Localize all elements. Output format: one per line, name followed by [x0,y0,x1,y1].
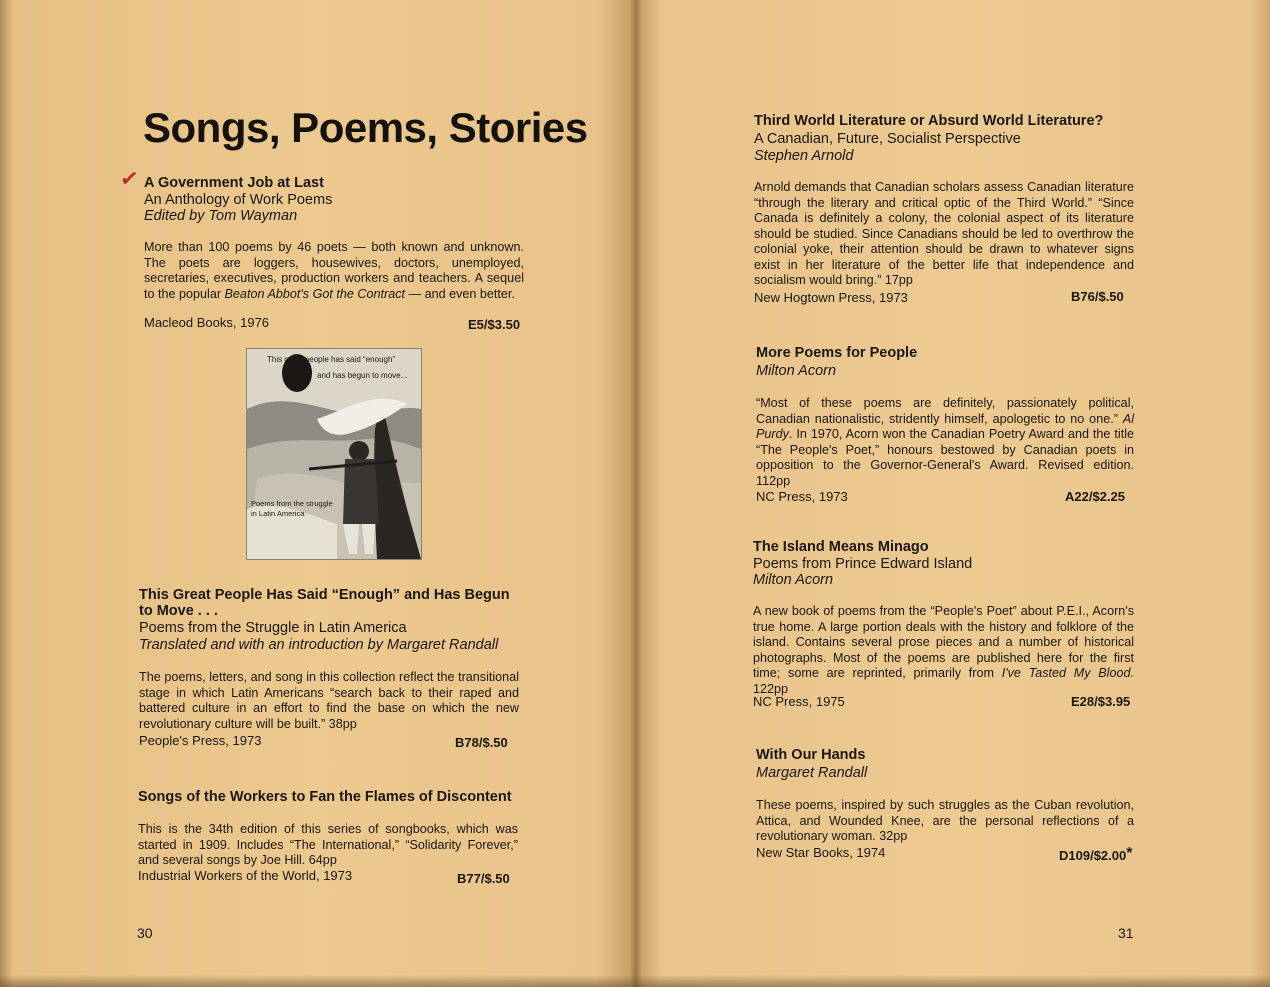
entry-publisher: NC Press, 1973 [756,489,848,504]
figure-caption: This great people has said “enough” [267,355,396,364]
entry-price: B76/$.50 [1071,289,1124,304]
entry-author: Milton Acorn [753,572,834,588]
figure-caption: and has begun to move... [317,371,408,380]
book-gutter [630,0,642,987]
entry-title: With Our Hands [756,747,866,763]
cover-art [247,349,421,559]
entry-subtitle: Poems from Prince Edward Island [753,556,973,572]
figure-caption: Poems from the struggle [251,499,333,508]
entry-price: E28/$3.95 [1071,694,1131,709]
page-bottom-edge [0,975,1270,987]
entry-description: More than 100 poems by 46 poets — both known and unknown. The poets are loggers, housewives, doctors, unemployed, secretaries, executives, production workers and teachers. A sequel to the popular Beaton Abbot's Got the Contract — and even better. [144,240,524,301]
entry-title: The Island Means Minago [753,539,929,555]
entry-price: E5/$3.50 [468,317,521,332]
entry-publisher: New Star Books, 1974 [756,845,886,860]
entry-price: A22/$2.25 [1065,489,1125,504]
entry-author: Stephen Arnold [754,148,854,164]
entry-title: A Government Job at Last [144,175,324,191]
entry-title-continued: to Move . . . [139,603,218,619]
asterisk-mark: * [1126,845,1133,862]
book-cover-illustration [246,348,422,560]
page-number: 30 [137,925,153,941]
entry-description: Arnold demands that Canadian scholars assess Canadian literature “through the literary and critical optic of the Third World.” “Since Canada is definitely a colony, the colonial aspect of its literature should be studied. Since Canadians should be led to overthrow the colonial yoke, their attention should be drawn to whatever signs exist in her literature of the better life that independence and socialism would bring.” 17pp [754,180,1134,287]
entry-publisher: People's Press, 1973 [139,733,262,748]
entry-editor: Translated and with an introduction by Margaret Randall [139,637,499,653]
entry-title: More Poems for People [756,345,918,361]
entry-description: The poems, letters, and song in this collection reflect the transitional stage in which Latin Americans “search back to their raped and battered culture in an effort to find the base on which the new revolutionary culture will be built.” 38pp [139,670,519,731]
entry-price: B77/$.50 [457,871,510,886]
entry-description: “Most of these poems are definitely, passionately political, Canadian nationalistic, stridently himself, apologetic to no one.” Al Purdy. In 1970, Acorn won the Canadian Poetry Award and the title “The People's Poet,” honours bestowed by Canadian poets in opposition to the Governor-General's Award. Revised edition. 112pp [756,396,1134,488]
entry-description: This is the 34th edition of this series of songbooks, which was started in 1909. Includes “The International,” “Solidarity Forever,” and several songs by Joe Hill. 64pp [138,822,518,867]
figure-caption: in Latin America [251,509,305,518]
entry-publisher: New Hogtown Press, 1973 [754,290,908,305]
entry-price: D109/$2.00* [1059,845,1133,863]
entry-publisher: Industrial Workers of the World, 1973 [138,868,353,883]
entry-author: Milton Acorn [756,363,837,379]
entry-title: Songs of the Workers to Fan the Flames of Discontent [138,789,512,805]
entry-subtitle: An Anthology of Work Poems [144,192,333,208]
entry-author: Margaret Randall [756,765,868,781]
entry-title: This Great People Has Said “Enough” and Has Begun [139,587,510,603]
entry-editor: Edited by Tom Wayman [144,208,298,224]
entry-description: These poems, inspired by such struggles as the Cuban revolution, Attica, and Wounded Knee, are the personal reflections of a revolutionary woman. 32pp [756,798,1134,843]
check-mark-icon: ✓ [118,164,141,193]
entry-price: B78/$.50 [455,735,508,750]
entry-title: Third World Literature or Absurd World Literature? [754,113,1104,129]
entry-subtitle: A Canadian, Future, Socialist Perspective [754,131,1021,147]
entry-publisher: NC Press, 1975 [753,694,845,709]
entry-publisher: Macleod Books, 1976 [144,315,270,330]
entry-description: A new book of poems from the “People's Poet” about P.E.I., Acorn's true home. A large portion deals with the history and folklore of the island. Contains several prose pieces and a number of historical photographs. Most of the poems are published here for the first time; some are reprinted, primarily from I've Tasted My Blood. 122pp [753,604,1134,696]
right-page [636,0,1270,987]
section-title: Songs, Poems, Stories [143,104,588,151]
entry-subtitle: Poems from the Struggle in Latin America [139,620,407,636]
page-number: 31 [1118,925,1134,941]
